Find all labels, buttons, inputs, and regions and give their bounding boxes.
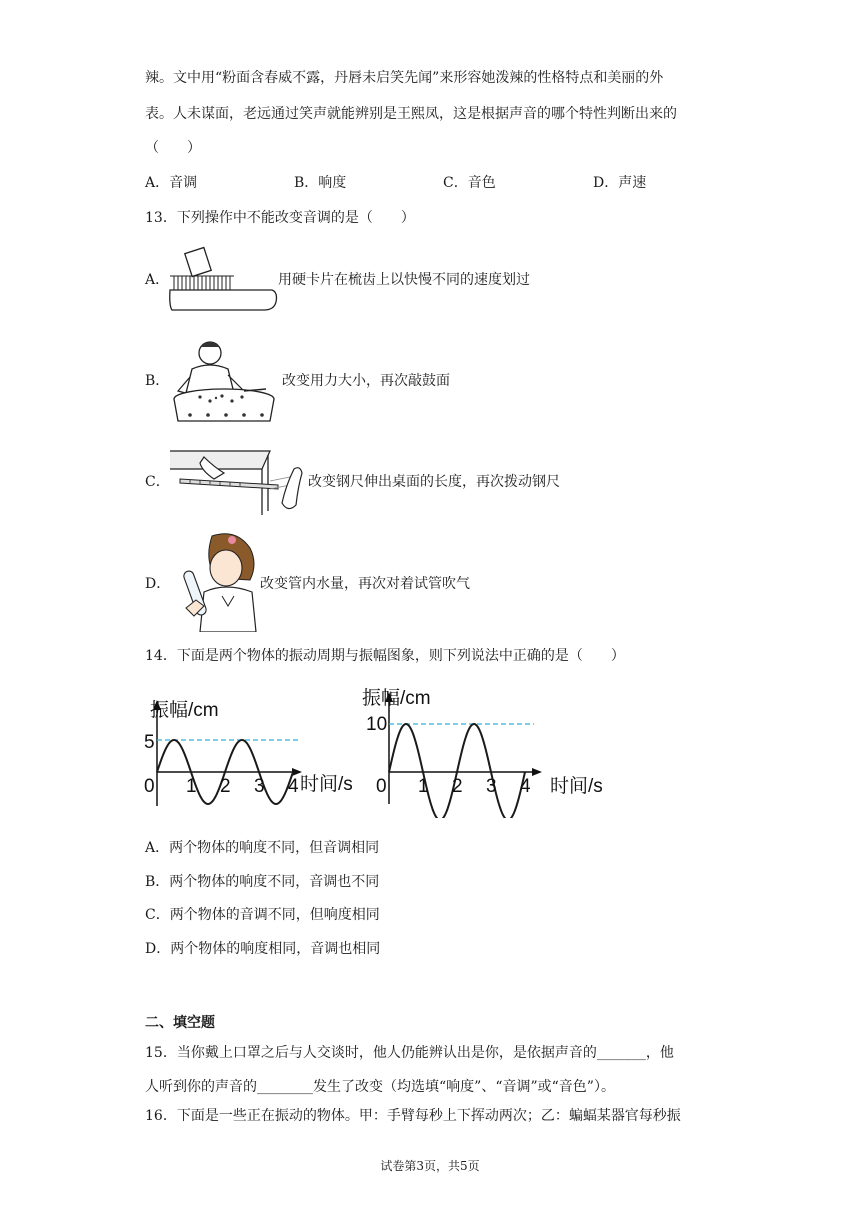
chart-1-xtick-2: 2 [220, 776, 231, 797]
section-title-fill-blank: 二、填空题 [145, 1015, 215, 1031]
chart-2-xtick-2: 2 [452, 776, 463, 797]
q13-option-d-text: 改变管内水量，再次对着试管吹气 [260, 576, 470, 592]
chart-1-xtick-0: 0 [144, 776, 155, 797]
chart-2-xtick-3: 3 [486, 776, 497, 797]
chart-2-curve [389, 724, 525, 818]
chart-1-xtick-3: 3 [254, 776, 265, 797]
vibration-chart-1 [140, 688, 360, 818]
chart-1-ytick-5: 5 [144, 732, 155, 753]
q13-option-b-label: B． [145, 373, 170, 389]
q13-option-c-text: 改变钢尺伸出桌面的长度，再次拨动钢尺 [308, 474, 560, 490]
q14-stem: 14．下面是两个物体的振动周期与振幅图象，则下列说法中正确的是（ ） [145, 648, 625, 664]
ruler-image [170, 445, 308, 517]
q14-option-c: C．两个物体的音调不同，但响度相同 [145, 907, 380, 923]
q12-answer-blank: （ ） [145, 140, 201, 156]
q13-option-d-label: D． [145, 576, 171, 592]
q14-option-a: A．两个物体的响度不同，但音调相同 [145, 840, 380, 856]
chart-2-xtick-0: 0 [376, 776, 387, 797]
chart-2-xlabel: 时间/s [550, 776, 603, 797]
q13-option-a-label: A． [145, 272, 170, 288]
q16-line-1: 16．下面是一些正在振动的物体。甲：手臂每秒上下挥动两次；乙：蝙蝠某器官每秒振 [145, 1108, 681, 1124]
chart-1-xlabel: 时间/s [300, 774, 353, 795]
chart-2-x-arrow [532, 768, 542, 776]
q13-option-b-text: 改变用力大小，再次敲鼓面 [282, 373, 450, 389]
q15-line-2: 人听到你的声音的________发生了改变（均选填“响度”、“音调”或“音色”）。 [145, 1079, 615, 1095]
chart-2-xtick-1: 1 [418, 776, 429, 797]
q13-option-a-text: 用硬卡片在梳齿上以快慢不同的速度划过 [278, 272, 530, 288]
chart-2-xtick-4: 4 [520, 776, 531, 797]
chart-1-xtick-4: 4 [288, 776, 299, 797]
q12-option-a: A．音调 [145, 175, 198, 191]
q12-option-c: C．音色 [443, 175, 496, 191]
q12-text-line-2: 表。人未谋面，老远通过笑声就能辨别是王熙凤，这是根据声音的哪个特性判断出来的 [145, 106, 677, 122]
chart-1-xtick-1: 1 [186, 776, 197, 797]
q12-option-b: B．响度 [294, 175, 347, 191]
drum-image [170, 335, 278, 427]
test-tube-image [176, 530, 260, 632]
comb-card-image [168, 246, 278, 316]
q13-stem: 13．下列操作中不能改变音调的是（ ） [145, 210, 415, 226]
chart-2-ytick-10: 10 [366, 714, 388, 735]
page-footer: 试卷第3页，共5页 [380, 1159, 480, 1173]
q13-option-c-label: C． [145, 474, 170, 490]
q15-line-1: 15．当你戴上口罩之后与人交谈时，他人仍能辨认出是你，是依据声音的_______，他 [145, 1045, 674, 1061]
chart-2-ylabel: 振幅/cm [362, 688, 431, 709]
chart-1-ylabel: 振幅/cm [150, 700, 219, 721]
q14-option-b: B．两个物体的响度不同，音调也不同 [145, 874, 380, 890]
q14-option-d: D．两个物体的响度相同，音调也相同 [145, 941, 381, 957]
vibration-chart-2 [358, 680, 618, 818]
q12-option-d: D．声速 [593, 175, 647, 191]
q12-text-line-1: 辣。文中用“粉面含春威不露，丹唇未启笑先闻”来形容她泼辣的性格特点和美丽的外 [145, 70, 664, 86]
